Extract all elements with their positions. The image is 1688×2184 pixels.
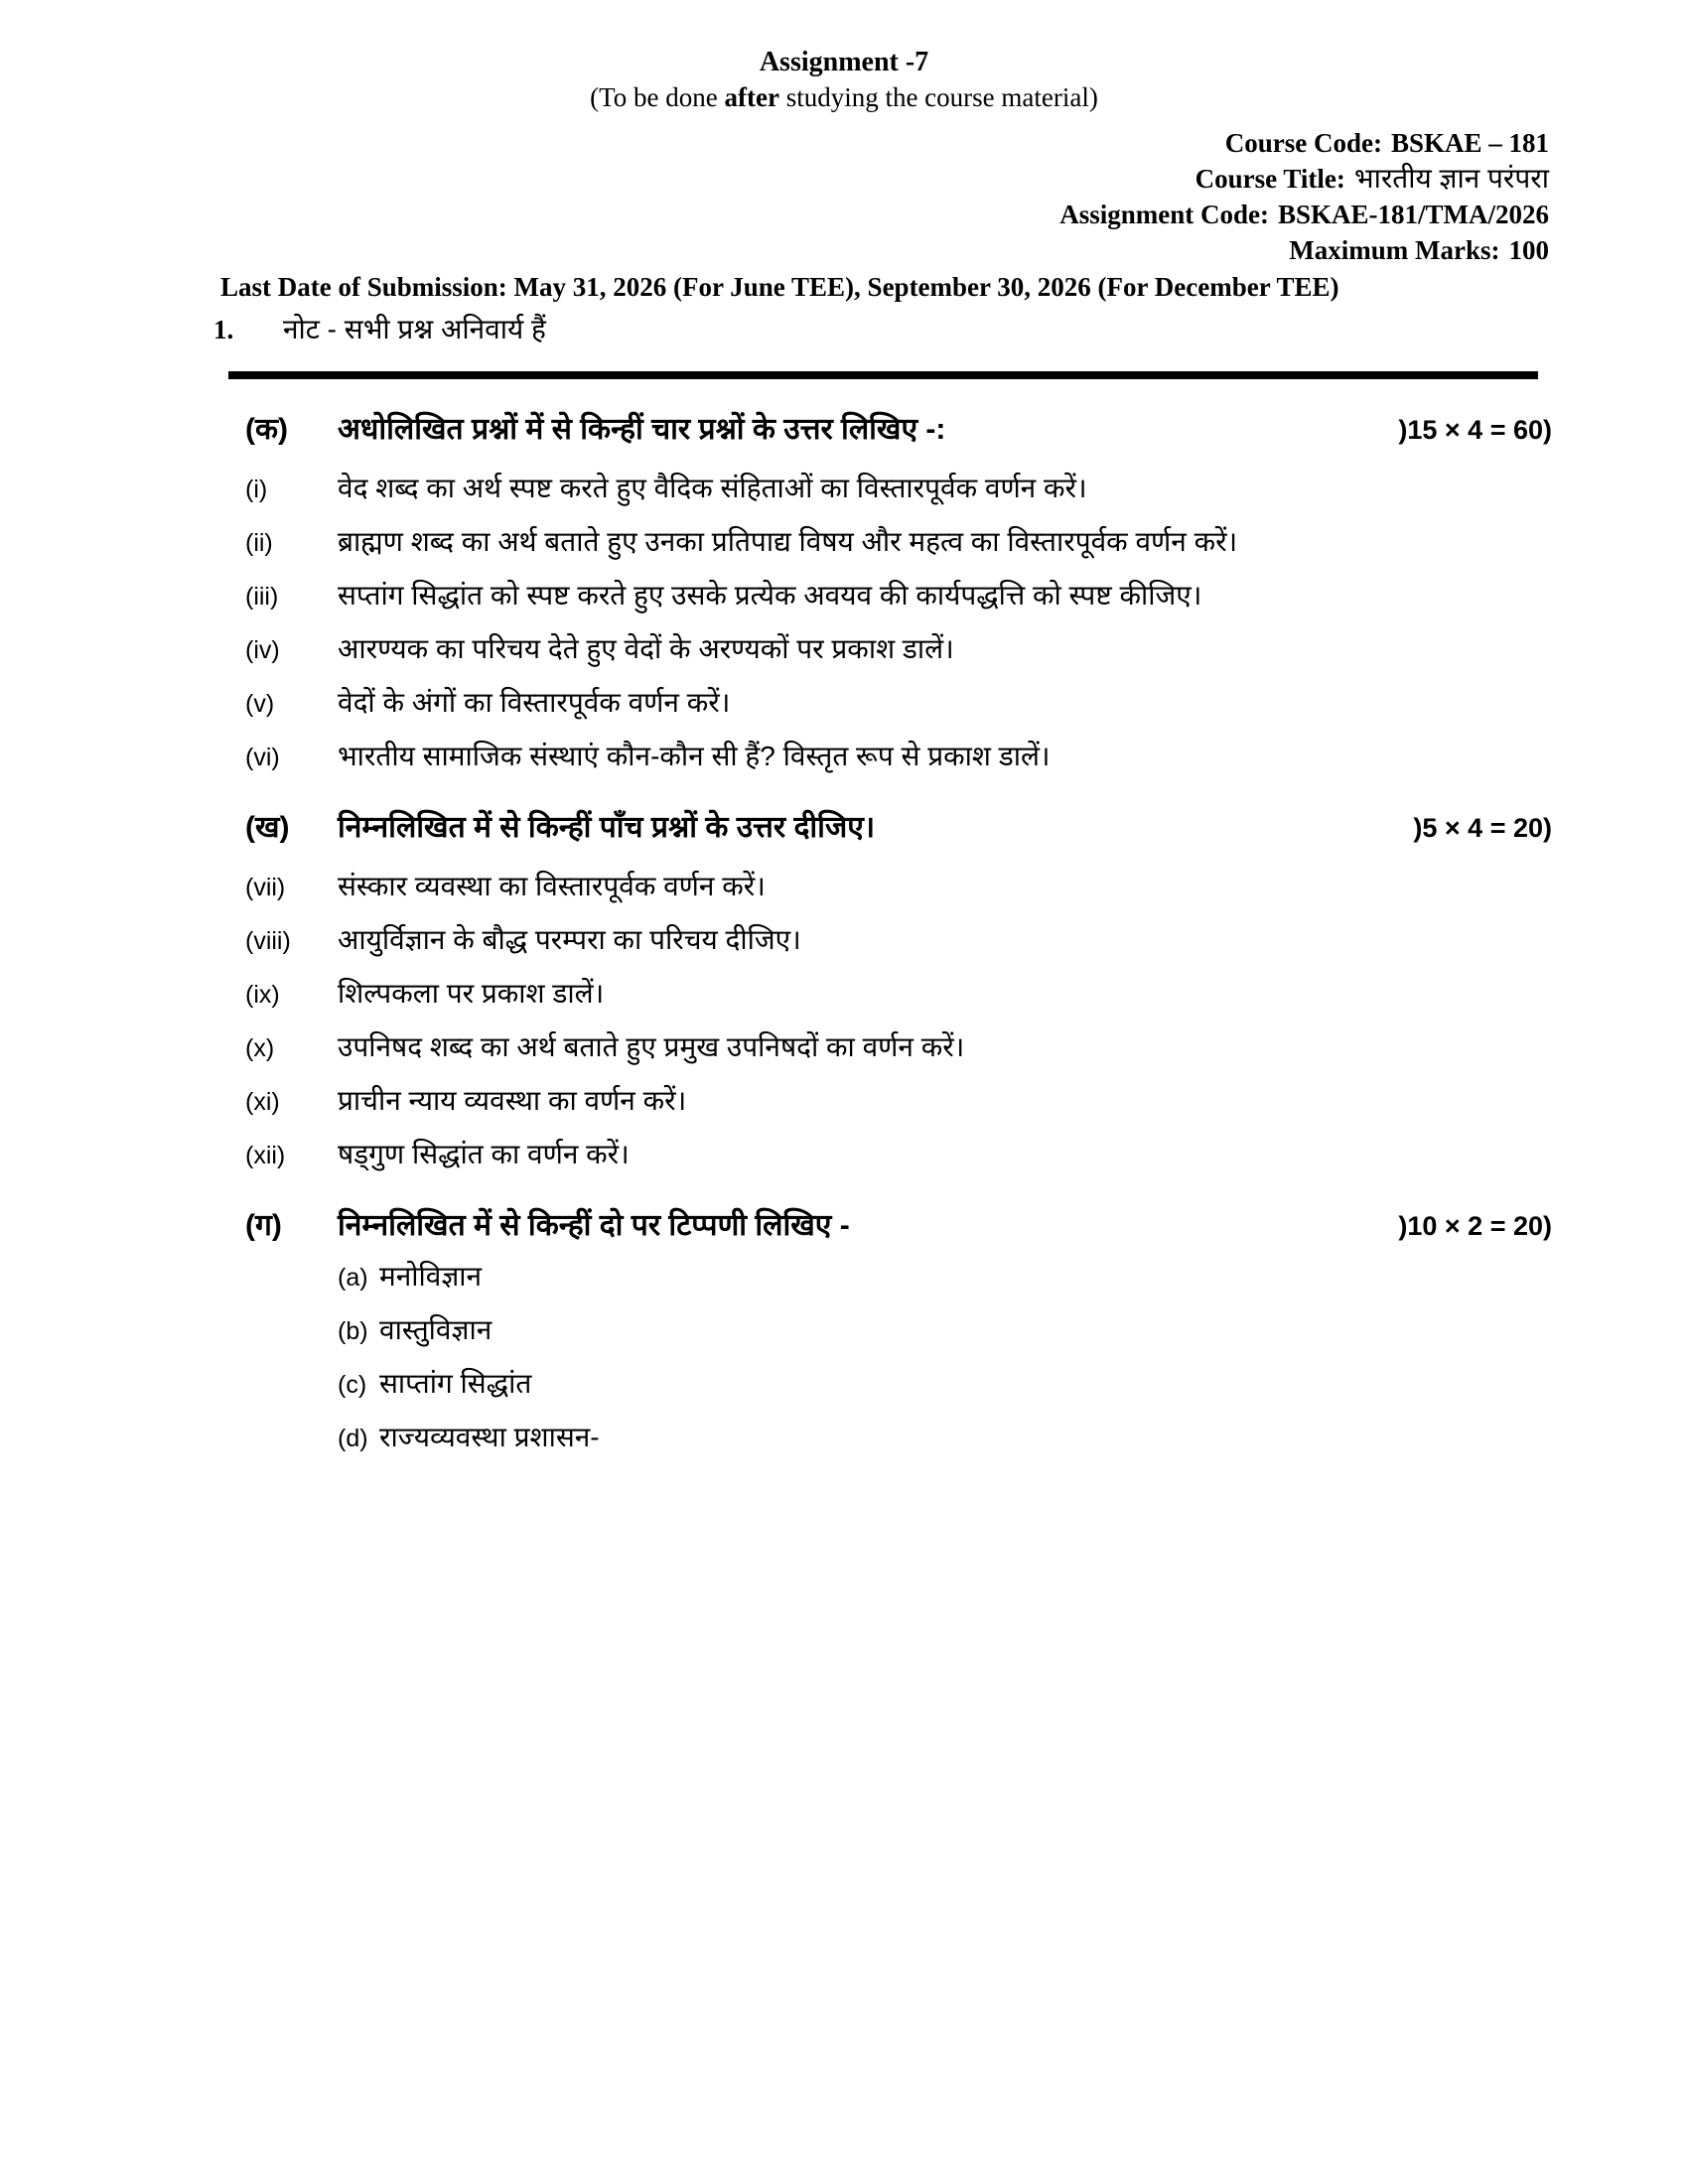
course-code-label: Course Code: (1224, 128, 1382, 158)
topic-item (338, 1418, 1552, 1458)
page-title: Assignment -7 (759, 47, 929, 77)
question-text: प्राचीन न्याय व्यवस्था का वर्णन करें। (338, 1085, 687, 1116)
question-number: (x) (245, 1034, 275, 1062)
section-kha-marks: )5 × 4 = 20) (1413, 813, 1552, 843)
section-ka-marks: )15 × 4 = 60) (1398, 415, 1552, 445)
max-marks-label: Maximum Marks: (1289, 235, 1500, 265)
question-number: (v) (245, 690, 275, 718)
question-item (245, 920, 1552, 961)
question-text: आरण्यक का परिचय देते हुए वेदों के अरण्यकों पर प्रकाश डालें। (338, 633, 954, 664)
assignment-code-line (0, 197, 1549, 232)
question-number: (ix) (245, 981, 280, 1009)
question-number: (i) (245, 476, 268, 503)
topic-item (338, 1310, 1552, 1351)
question-item (245, 1027, 1552, 1068)
question-text: आयुर्विज्ञान के बौद्ध परम्परा का परिचय दीजिए। (338, 924, 801, 955)
page-subtitle (0, 79, 1688, 115)
section-ka-heading: अधोलिखित प्रश्नों में से किन्हीं चार प्रश्नों के उत्तर लिखिए -: (338, 413, 946, 446)
question-number: (xi) (245, 1088, 280, 1116)
assignment-code-label: Assignment Code: (1059, 200, 1269, 229)
question-text: वेद शब्द का अर्थ स्पष्ट करते हुए वैदिक संहिताओं का विस्तारपूर्वक वर्णन करें। (338, 473, 1087, 503)
question-number: (ii) (245, 529, 273, 557)
section-ka-label: (क) (245, 413, 289, 446)
course-code-line (0, 125, 1549, 161)
topic-letter: (b) (338, 1317, 368, 1345)
question-item (245, 576, 1552, 616)
question-text: षड्गुण सिद्धांत का वर्णन करें। (338, 1139, 630, 1169)
course-code-value: BSKAE – 181 (1390, 128, 1549, 158)
question-item (245, 974, 1552, 1015)
course-title-label: Course Title: (1195, 164, 1345, 194)
max-marks-line (0, 232, 1549, 268)
question-item (245, 1135, 1552, 1175)
question-text: शिल्पकला पर प्रकाश डालें। (338, 978, 605, 1009)
subtitle-prefix: (To be done (590, 82, 725, 112)
course-title-value: भारतीय ज्ञान परंपरा (1353, 163, 1549, 194)
course-title-line (0, 161, 1549, 197)
topic-text: वास्तुविज्ञान (379, 1314, 492, 1345)
question-number: (xii) (245, 1142, 286, 1169)
section-ga-marks: )10 × 2 = 20) (1398, 1211, 1552, 1241)
topic-item (338, 1364, 1552, 1405)
section-ga-header (245, 1203, 1552, 1244)
question-item (245, 1081, 1552, 1122)
section-kha-heading: निम्नलिखित में से किन्हीं पाँच प्रश्नों के उत्तर दीजिए। (338, 811, 876, 844)
question-item (245, 522, 1552, 563)
question-number: (vii) (245, 874, 286, 901)
subtitle-suffix: studying the course material) (778, 82, 1098, 112)
section-ka-header (245, 407, 1552, 448)
question-text: वेदों के अंगों का विस्तारपूर्वक वर्णन करें। (338, 687, 731, 718)
section-ga-label: (ग) (245, 1209, 282, 1242)
topic-letter: (c) (338, 1371, 367, 1399)
divider-rule (228, 371, 1538, 379)
note-line (213, 310, 1688, 347)
question-text: ब्राह्मण शब्द का अर्थ बताते हुए उनका प्रतिपाद्य विषय और महत्व का विस्तारपूर्वक वर्णन करें। (338, 526, 1238, 557)
question-item (245, 737, 1552, 777)
topic-letter: (d) (338, 1425, 368, 1452)
question-item (245, 683, 1552, 724)
question-item (245, 629, 1552, 670)
question-text: उपनिषद शब्द का अर्थ बताते हुए प्रमुख उपनिषदों का वर्णन करें। (338, 1031, 965, 1062)
question-text: संस्कार व्यवस्था का विस्तारपूर्वक वर्णन करें। (338, 871, 766, 901)
max-marks-value: 100 (1508, 235, 1549, 265)
question-text: भारतीय सामाजिक संस्थाएं कौन-कौन सी हैं? विस्तृत रूप से प्रकाश डालें। (338, 741, 1051, 771)
question-number: (iv) (245, 636, 280, 664)
topic-text: साप्तांग सिद्धांत (379, 1368, 532, 1399)
note-text: नोट - सभी प्रश्न अनिवार्य हैं (283, 314, 546, 344)
course-meta-block (0, 125, 1549, 268)
note-number: 1. (213, 315, 234, 344)
question-number: (vi) (245, 744, 280, 771)
topic-item (338, 1257, 1552, 1297)
question-number: (iii) (245, 583, 279, 611)
questions-content (245, 407, 1552, 1458)
topic-letter: (a) (338, 1264, 368, 1292)
section-kha-label: (ख) (245, 811, 290, 844)
question-item (245, 867, 1552, 907)
topic-text: राज्यव्यवस्था प्रशासन- (379, 1422, 600, 1452)
assignment-code-value: BSKAE-181/TMA/2026 (1277, 200, 1549, 229)
question-text: सप्तांग सिद्धांत को स्पष्ट करते हुए उसके प्रत्येक अवयव की कार्यपद्धत्ति को स्पष्ट कीजिए। (338, 580, 1202, 611)
subtitle-bold-word: after (724, 82, 779, 112)
section-kha-header (245, 805, 1552, 846)
last-date-line: Last Date of Submission: May 31, 2026 (For June TEE), September 30, 2026 (For December TEE) (220, 272, 1339, 302)
question-number: (viii) (245, 927, 291, 955)
question-item (245, 469, 1552, 509)
topic-text: मनोविज्ञान (379, 1261, 483, 1292)
section-ga-heading: निम्नलिखित में से किन्हीं दो पर टिप्पणी लिखिए - (338, 1209, 850, 1242)
